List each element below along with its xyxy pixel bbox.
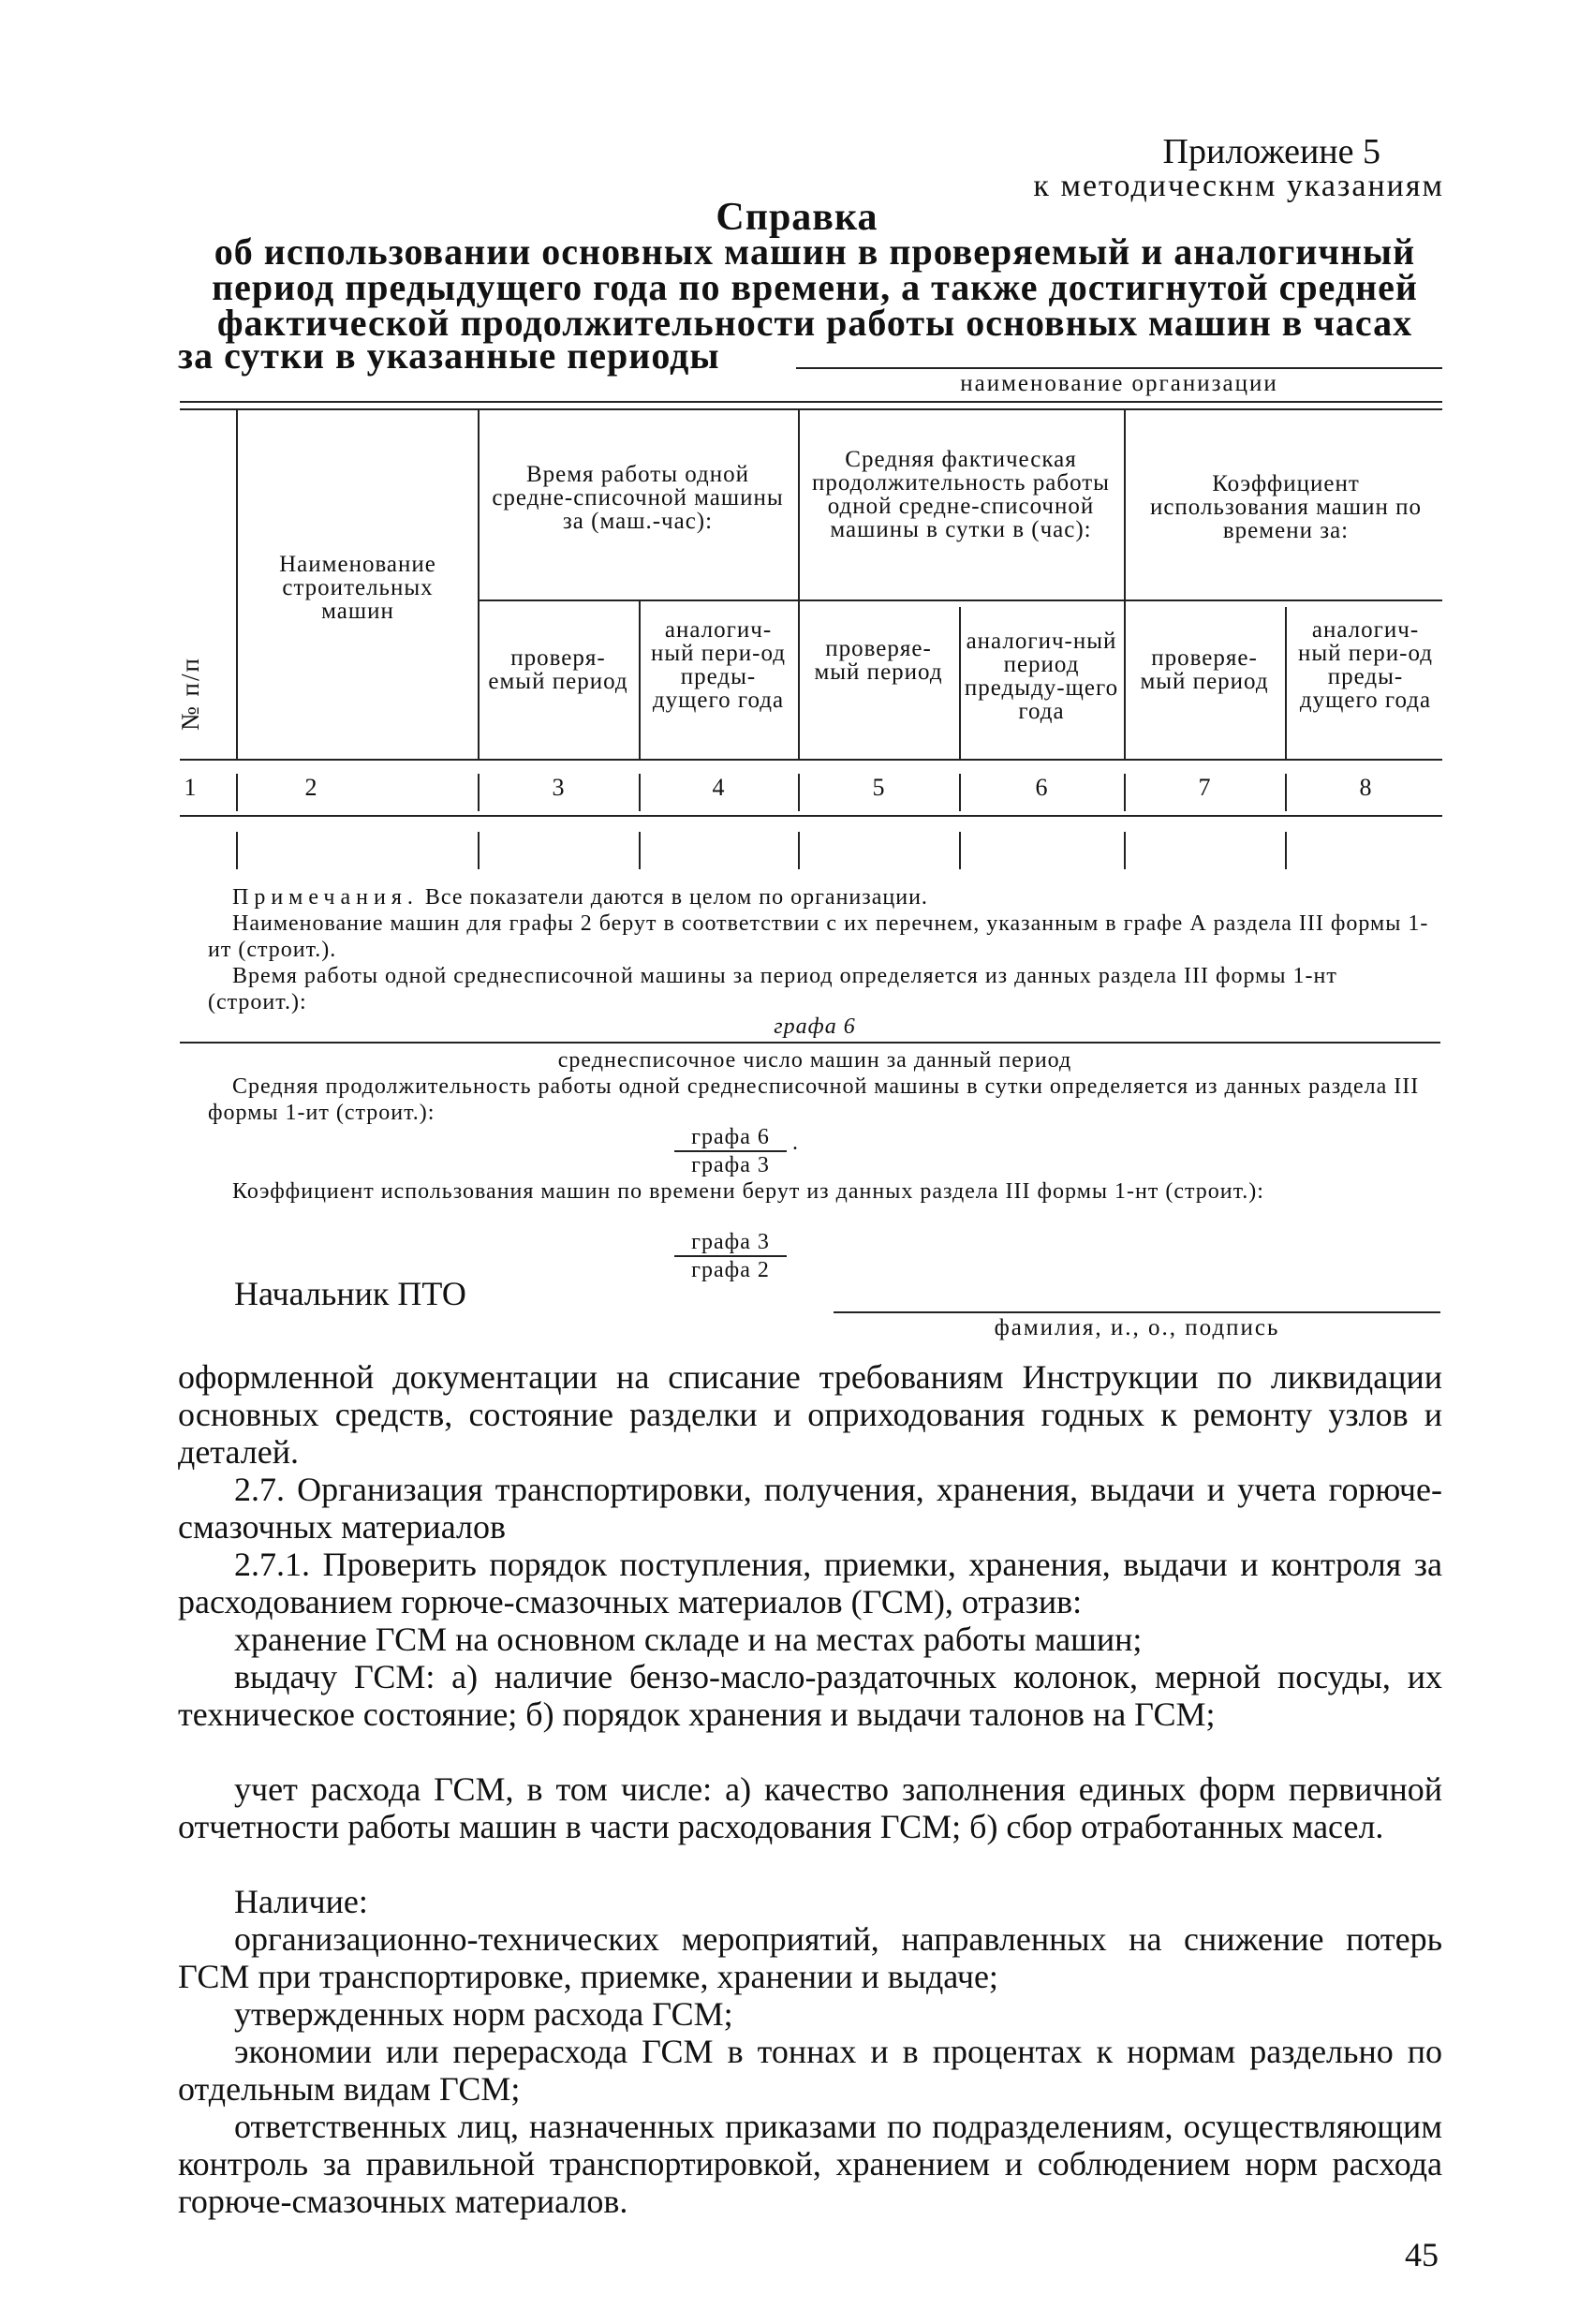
body-paragraph-6: учет расхода ГСМ, в том числе: а) качество заполнения единых форм первичной отчетности работы машин в части расходования ГСМ; б) сбор отработанных масел. — [178, 1770, 1442, 1845]
table-vline — [1124, 832, 1126, 869]
table-vline — [1124, 408, 1126, 759]
group-header-worktime: Время работы одной средне-списочной машины за (маш.-час): — [492, 462, 784, 534]
table-vline — [236, 774, 238, 811]
table-vline — [1124, 774, 1126, 811]
column-number: 1 — [184, 774, 197, 801]
sub-header-checked-1: проверя-емый период — [488, 645, 628, 694]
notes-label: Примечания. — [232, 885, 419, 910]
table-vline — [639, 832, 641, 869]
note-4: Средняя продолжительность работы одной среднесписочной машины в сутки определяется из данных раздела III формы 1-ит (строит.): — [208, 1074, 1420, 1125]
body-paragraph-1: оформленной документации на списание требованиям Инструкции по ликвидации основных средств, состояние разделки и оприходования годных к ремонту узлов и деталей. — [178, 1358, 1442, 1471]
note-1: Все показатели даются в целом по организации. — [424, 885, 928, 910]
table-top-line-2 — [180, 408, 1442, 410]
fraction-3-denominator: графа 2 — [691, 1258, 770, 1282]
table-numbers-bottom-line — [180, 815, 1442, 817]
table-top-line — [180, 401, 1442, 403]
column-number: 3 — [552, 774, 565, 801]
column-number: 2 — [304, 774, 317, 801]
table-vline — [1285, 607, 1287, 759]
note-3: Время работы одной среднесписочной машины за период определяется из данных раздела III формы 1-нт (строит.): — [208, 964, 1337, 1014]
note-2: Наименование машин для графы 2 берут в соответствии с их перечнем, указанным в графе А раздела III формы 1-ит (строит.). — [208, 911, 1429, 962]
signature-caption: фамилия, и., о., подпись — [994, 1315, 1280, 1340]
table-vline — [798, 832, 800, 869]
org-name-caption: наименование организации — [960, 371, 1278, 396]
sub-header-analog-3: аналогич-ный пери-од преды-дущего года — [1298, 617, 1433, 713]
page-number: 45 — [1405, 2236, 1439, 2273]
signature-label: Начальник ПТО — [234, 1275, 466, 1312]
sub-header-checked-2: проверяе-мый период — [814, 636, 943, 685]
title-line5: за сутки в указанные периоды — [178, 334, 720, 377]
sub-header-analog-2: аналогич-ный период предыду-щего года — [964, 629, 1119, 724]
table-vline — [798, 774, 800, 811]
table-vline — [1285, 774, 1287, 811]
table-vline — [478, 774, 480, 811]
fraction-3-numerator: графа 3 — [691, 1230, 770, 1254]
body-paragraph-11: ответственных лиц, назначенных приказами по подразделениям, осуществляющим контроль за правильной транспортировкой, хранением и соблюдением норм расхода горюче-смазочных материалов. — [178, 2108, 1442, 2220]
body-paragraph-7: Наличие: — [234, 1883, 368, 1920]
column-number: 4 — [712, 774, 725, 801]
table-vline — [639, 774, 641, 811]
title-line4: фактической продолжительности работы основных машин в часах — [216, 302, 1413, 344]
table-vline — [639, 600, 641, 759]
fraction-1-numerator: графа 6 — [774, 1014, 856, 1039]
body-paragraph-8: организационно-технических мероприятий, направленных на снижение потерь ГСМ при транспортировке, приемке, хранении и выдаче; — [178, 1920, 1442, 1995]
table-vline — [1285, 832, 1287, 869]
col-header-name: Наименование строительных машин — [279, 552, 436, 624]
title-spravka: Справка — [716, 196, 878, 239]
fraction-2-dot: . — [792, 1131, 799, 1155]
column-number: 8 — [1359, 774, 1372, 801]
table-vline — [798, 408, 800, 759]
body-paragraph-10: экономии или перерасхода ГСМ в тоннах и в процентах к нормам раздельно по отдельным видам ГСМ; — [178, 2033, 1442, 2108]
group-header-coefficient: Коэффициент использования машин по времени за: — [1149, 471, 1423, 543]
fraction-1-line — [180, 1042, 1440, 1044]
table-vline — [478, 832, 480, 869]
signature-line — [834, 1311, 1440, 1313]
table-vline — [959, 774, 961, 811]
body-paragraph-2: 2.7. Организация транспортировки, получения, хранения, выдачи и учета горюче-смазочных материалов — [178, 1471, 1442, 1546]
body-paragraph-3: 2.7.1. Проверить порядок поступления, приемки, хранения, выдачи и контроля за расходованием горюче-смазочных материалов (ГСМ), отразив: — [178, 1546, 1442, 1621]
title-line3: период предыдущего года по времени, а также достигнутой средней — [212, 266, 1418, 308]
table-vline — [959, 832, 961, 869]
sub-header-analog-1: аналогич-ный пери-од преды-дущего года — [651, 617, 786, 713]
table-vline — [959, 607, 961, 759]
table-group-line — [478, 600, 1442, 601]
column-number: 5 — [872, 774, 885, 801]
table-vline — [236, 408, 238, 759]
fraction-1-denominator: среднесписочное число машин за данный период — [557, 1048, 1072, 1073]
column-number: 6 — [1035, 774, 1048, 801]
col-header-number: № п/п — [176, 657, 204, 731]
appendix-sub: к методическнм указаниям — [1033, 169, 1444, 203]
body-paragraph-4: хранение ГСМ на основном складе и на местах работы машин; — [234, 1621, 1143, 1658]
group-header-avg-duration: Средняя фактическая продолжительность работы одной средне-списочной машины в сутки в (час): — [812, 447, 1110, 542]
notes-line-1 — [232, 884, 1440, 910]
note-5: Коэффициент использования машин по времени берут из данных раздела III формы 1-нт (строит.): — [232, 1179, 1264, 1204]
appendix-label: Приложеине 5 — [1162, 132, 1380, 171]
sub-header-checked-3: проверяе-мый период — [1140, 645, 1269, 694]
column-number: 7 — [1198, 774, 1211, 801]
title-line2: об использовании основных машин в проверяемый и аналогичный — [214, 230, 1416, 273]
body-paragraph-9: утвержденных норм расхода ГСМ; — [234, 1995, 733, 2033]
table-vline — [236, 832, 238, 869]
fraction-2-numerator: графа 6 — [691, 1125, 770, 1149]
fraction-2-denominator: графа 3 — [691, 1153, 770, 1177]
table-vline — [478, 408, 480, 759]
table-header-bottom-line — [180, 759, 1442, 761]
org-name-line — [796, 367, 1442, 369]
body-paragraph-5: выдачу ГСМ: а) наличие бензо-масло-раздаточных колонок, мерной посуды, их техническое состояние; б) порядок хранения и выдачи талонов на ГСМ; — [178, 1658, 1442, 1733]
